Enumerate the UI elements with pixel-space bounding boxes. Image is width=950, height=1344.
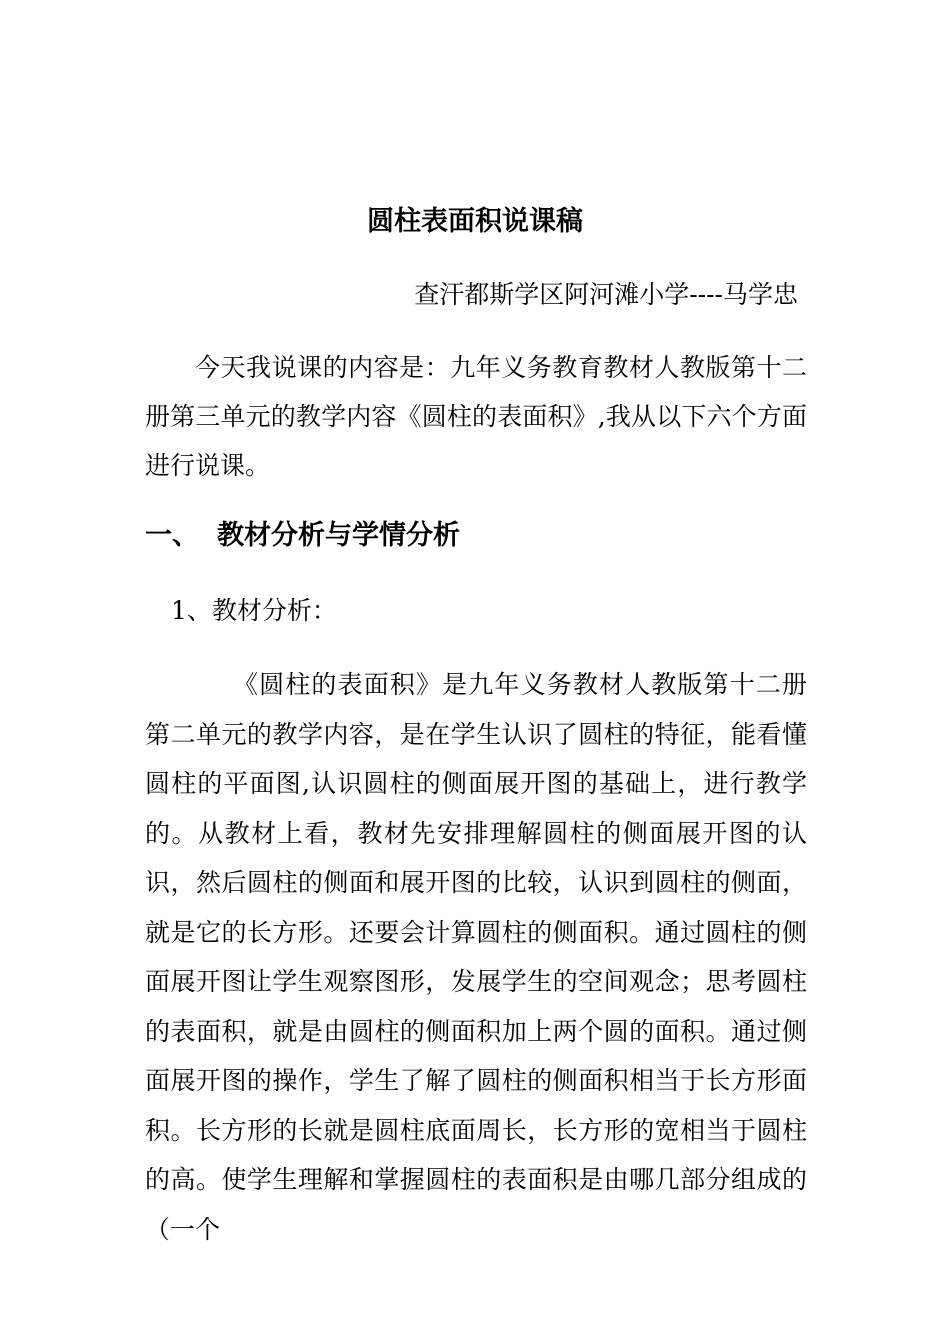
body-paragraph: 《圆柱的表面积》是九年义务教材人教版第十二册第二单元的教学内容，是在学生认识了圆柱的特征，能看懂圆柱的平面图,认识圆柱的侧面展开图的基础上，进行教学的。从教材上看，教材先安排理解圆柱的侧面展开图的认识，然后圆柱的侧面和展开图的比较，认识到圆柱的侧面，就是它的长方形。还要会计算圆柱的侧面积。通过圆柱的侧面展开图让学生观察图形，发展学生的空间观念；思考圆柱的表面积，就是由圆柱的侧面积加上两个圆的面积。通过侧面展开图的操作，学生了解了圆柱的侧面积相当于长方形面积。长方形的长就是圆柱底面周长，长方形的宽相当于圆柱的高。使学生理解和掌握圆柱的表面积是由哪几部分组成的（一个	[145, 670, 807, 1244]
section-heading	[145, 514, 460, 558]
document-title: 圆柱表面积说课稿	[367, 206, 583, 237]
section-number: 一、	[145, 520, 199, 551]
subsection-heading: 1、教材分析：	[171, 596, 337, 625]
section-title: 教材分析与学情分析	[217, 520, 460, 551]
author-line: 查汗都斯学区阿河滩小学----马学忠	[414, 280, 798, 309]
intro-paragraph: 今天我说课的内容是：九年义务教育教材人教版第十二册第三单元的教学内容《圆柱的表面积》,我从以下六个方面进行说课。	[145, 353, 807, 480]
